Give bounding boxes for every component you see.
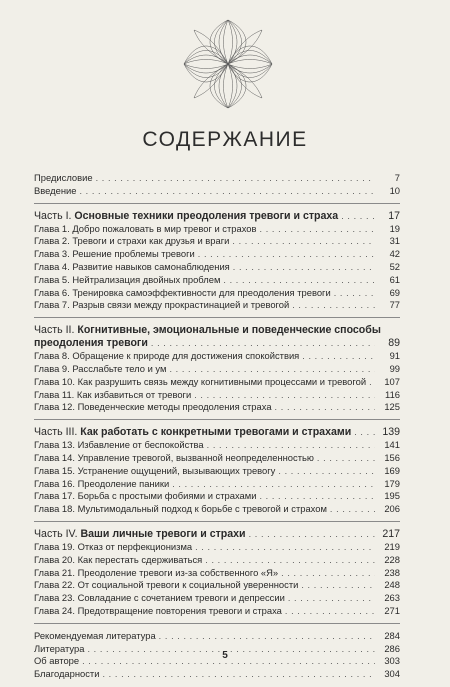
toc-entry-page: 248 xyxy=(384,579,400,591)
dot-leader xyxy=(259,491,375,503)
dot-leader xyxy=(205,555,375,567)
dot-leader xyxy=(249,528,375,541)
toc-part-heading xyxy=(34,426,400,439)
toc-entry xyxy=(34,185,400,198)
toc-entry-label: Глава 8. Обращение к природе для достижения спокойствия xyxy=(34,350,300,362)
toc-entry-page: 206 xyxy=(384,503,400,515)
toc-entry xyxy=(34,287,400,300)
part-title: Основные техники преодоления тревоги и страха xyxy=(74,209,339,222)
section-divider xyxy=(34,317,400,318)
section-divider xyxy=(34,203,400,204)
toc-entry-page: 61 xyxy=(389,273,400,285)
toc-entry-page: 304 xyxy=(384,668,400,680)
toc-entry-label: Глава 2. Тревоги и страхи как друзья и враги xyxy=(34,235,230,247)
section-divider xyxy=(34,419,400,420)
toc-entry xyxy=(34,554,400,567)
toc-entry xyxy=(34,350,400,363)
dot-leader xyxy=(159,631,375,643)
dot-leader xyxy=(207,440,375,452)
dot-leader xyxy=(198,249,375,261)
toc-entry-page: 69 xyxy=(389,286,400,298)
toc-entry-page: 10 xyxy=(389,184,400,196)
toc-entry-page: 91 xyxy=(389,350,400,362)
part-title: Ваши личные тревоги и страхи xyxy=(80,527,246,540)
dot-leader xyxy=(292,300,375,312)
toc-entry xyxy=(34,452,400,465)
toc-entry xyxy=(34,567,400,580)
toc-entry-page: 99 xyxy=(389,362,400,374)
dot-leader xyxy=(330,504,375,516)
dot-leader xyxy=(79,186,375,198)
toc-entry-label: Глава 12. Поведенческие методы преодоления страха xyxy=(34,401,272,413)
toc-entry xyxy=(34,630,400,643)
toc-entry-label: Глава 9. Расслабьте тело и ум xyxy=(34,362,167,374)
toc-entry xyxy=(34,235,400,248)
toc-entry xyxy=(34,274,400,287)
toc-entry xyxy=(34,541,400,554)
toc-entry-page: 139 xyxy=(382,426,400,439)
part-title: Как работать с конкретными тревогами и страхами xyxy=(80,426,352,439)
toc-entry-page: 169 xyxy=(384,464,400,476)
page-number: 5 xyxy=(222,650,228,661)
toc-entry xyxy=(34,478,400,491)
toc-entry-page: 303 xyxy=(384,655,400,667)
dot-leader xyxy=(334,288,375,300)
toc-entry-label: Глава 23. Совладание с сочетанием тревоги и депрессии xyxy=(34,592,285,604)
toc-entry xyxy=(34,261,400,274)
toc-entry-page: 219 xyxy=(384,540,400,552)
part-label: Часть IV. xyxy=(34,527,78,540)
toc-entry-page: 17 xyxy=(388,209,400,222)
dot-leader xyxy=(96,173,375,185)
dot-leader xyxy=(275,402,375,414)
dot-leader xyxy=(194,390,375,402)
toc-entry-label: Глава 5. Нейтрализация двойных проблем xyxy=(34,273,221,285)
dot-leader xyxy=(369,377,375,389)
toc-entry-label: Об авторе xyxy=(34,655,80,667)
toc-entry-label: Глава 24. Предотвращение повторения тревоги и страха xyxy=(34,604,282,616)
toc-entry-label: Глава 22. От социальной тревоги к социальной уверенности xyxy=(34,579,299,591)
dot-leader xyxy=(151,337,375,350)
toc-entry-label: Глава 7. Разрыв связи между прокрастинацией и тревогой xyxy=(34,299,290,311)
toc-entry-page: 271 xyxy=(384,604,400,616)
toc-part-heading xyxy=(34,210,400,223)
part-title: Когнитивные, эмоциональные и поведенческие способы xyxy=(77,324,381,337)
dot-leader xyxy=(223,275,375,287)
dot-leader xyxy=(260,224,376,236)
table-of-contents xyxy=(34,172,400,681)
toc-entry-page: 195 xyxy=(384,490,400,502)
toc-entry xyxy=(34,172,400,185)
toc-entry-label: Глава 18. Мультимодальный подход к борьбе с тревогой и страхом xyxy=(34,503,327,515)
toc-entry-page: 31 xyxy=(389,235,400,247)
toc-entry xyxy=(34,248,400,261)
dot-leader xyxy=(281,568,375,580)
decorative-emblem-icon xyxy=(180,16,276,112)
toc-entry-label: Глава 15. Устранение ощущений, вызывающих тревогу xyxy=(34,464,276,476)
toc-entry-label: Глава 11. Как избавиться от тревоги xyxy=(34,388,192,400)
toc-entry-label: Глава 20. Как перестать сдерживаться xyxy=(34,553,203,565)
toc-entry-page: 141 xyxy=(384,439,400,451)
toc-entry-page: 52 xyxy=(389,260,400,272)
toc-entry-page: 116 xyxy=(385,388,400,400)
dot-leader xyxy=(169,364,375,376)
toc-entry-label: Благодарности xyxy=(34,668,100,680)
toc-entry-label: Глава 17. Борьба с простыми фобиями и страхами xyxy=(34,490,257,502)
toc-entry-page: 228 xyxy=(384,553,400,565)
toc-entry-label: Предисловие xyxy=(34,172,93,183)
toc-entry xyxy=(34,490,400,503)
toc-entry-page: 286 xyxy=(384,642,400,654)
toc-entry xyxy=(34,605,400,618)
part-label: Часть II. xyxy=(34,324,75,337)
toc-entry-page: 263 xyxy=(384,592,400,604)
dot-leader xyxy=(341,210,375,223)
toc-entry-label: Глава 14. Управление тревогой, вызванной неопределенностью xyxy=(34,451,314,463)
part-label: Часть I. xyxy=(34,209,72,222)
toc-entry-label: Глава 4. Развитие навыков самонаблюдения xyxy=(34,260,230,272)
toc-entry xyxy=(34,465,400,478)
toc-entry-page: 7 xyxy=(394,172,400,183)
toc-entry-label: Глава 3. Решение проблемы тревоги xyxy=(34,248,195,260)
dot-leader xyxy=(195,542,375,554)
toc-entry-page: 107 xyxy=(384,375,400,387)
toc-entry xyxy=(34,503,400,516)
toc-entry-page: 77 xyxy=(389,299,400,311)
dot-leader xyxy=(278,466,375,478)
toc-entry-page: 238 xyxy=(384,566,400,578)
dot-leader xyxy=(354,426,375,439)
dot-leader xyxy=(317,453,375,465)
dot-leader xyxy=(232,236,375,248)
part-label: Часть III. xyxy=(34,426,78,439)
section-divider xyxy=(34,623,400,624)
toc-entry-label: Глава 6. Тренировка самоэффективности для преодоления тревоги xyxy=(34,286,331,298)
toc-entry-label: Глава 13. Избавление от беспокойства xyxy=(34,439,204,451)
toc-entry xyxy=(34,376,400,389)
toc-entry-page: 89 xyxy=(388,337,400,350)
dot-leader xyxy=(302,351,375,363)
toc-entry-page: 125 xyxy=(384,401,400,413)
toc-entry-label: Глава 19. Отказ от перфекционизма xyxy=(34,540,193,552)
dot-leader xyxy=(233,262,375,274)
toc-part-heading xyxy=(34,324,400,350)
toc-entry xyxy=(34,401,400,414)
toc-entry xyxy=(34,363,400,376)
toc-entry-label: Литература xyxy=(34,642,85,654)
toc-entry xyxy=(34,579,400,592)
dot-leader xyxy=(301,580,375,592)
toc-entry-label: Рекомендуемая литература xyxy=(34,629,156,641)
toc-entry xyxy=(34,592,400,605)
toc-entry xyxy=(34,299,400,312)
toc-entry xyxy=(34,668,400,681)
dot-leader xyxy=(102,669,375,681)
toc-entry-page: 156 xyxy=(384,451,400,463)
toc-entry xyxy=(34,439,400,452)
page-title: СОДЕРЖАНИЕ xyxy=(142,128,308,151)
toc-entry xyxy=(34,389,400,402)
section-divider xyxy=(34,521,400,522)
toc-entry-page: 42 xyxy=(389,248,400,260)
toc-entry-page: 217 xyxy=(382,527,400,540)
part-title-continued: преодоления тревоги xyxy=(34,337,148,350)
toc-entry-label: Глава 10. Как разрушить связь между когнитивными процессами и тревогой xyxy=(34,375,367,387)
toc-entry xyxy=(34,223,400,236)
dot-leader xyxy=(172,479,375,491)
toc-entry-page: 284 xyxy=(384,629,400,641)
dot-leader xyxy=(285,606,375,618)
toc-entry-label: Введение xyxy=(34,184,77,196)
dot-leader xyxy=(288,593,375,605)
toc-entry-page: 19 xyxy=(389,222,400,234)
toc-entry-page: 179 xyxy=(384,477,400,489)
toc-part-heading xyxy=(34,528,400,541)
toc-entry-label: Глава 16. Преодоление паники xyxy=(34,477,170,489)
toc-entry-label: Глава 21. Преодоление тревоги из-за собственного «Я» xyxy=(34,566,279,578)
toc-entry-label: Глава 1. Добро пожаловать в мир тревог и страхов xyxy=(34,222,257,234)
